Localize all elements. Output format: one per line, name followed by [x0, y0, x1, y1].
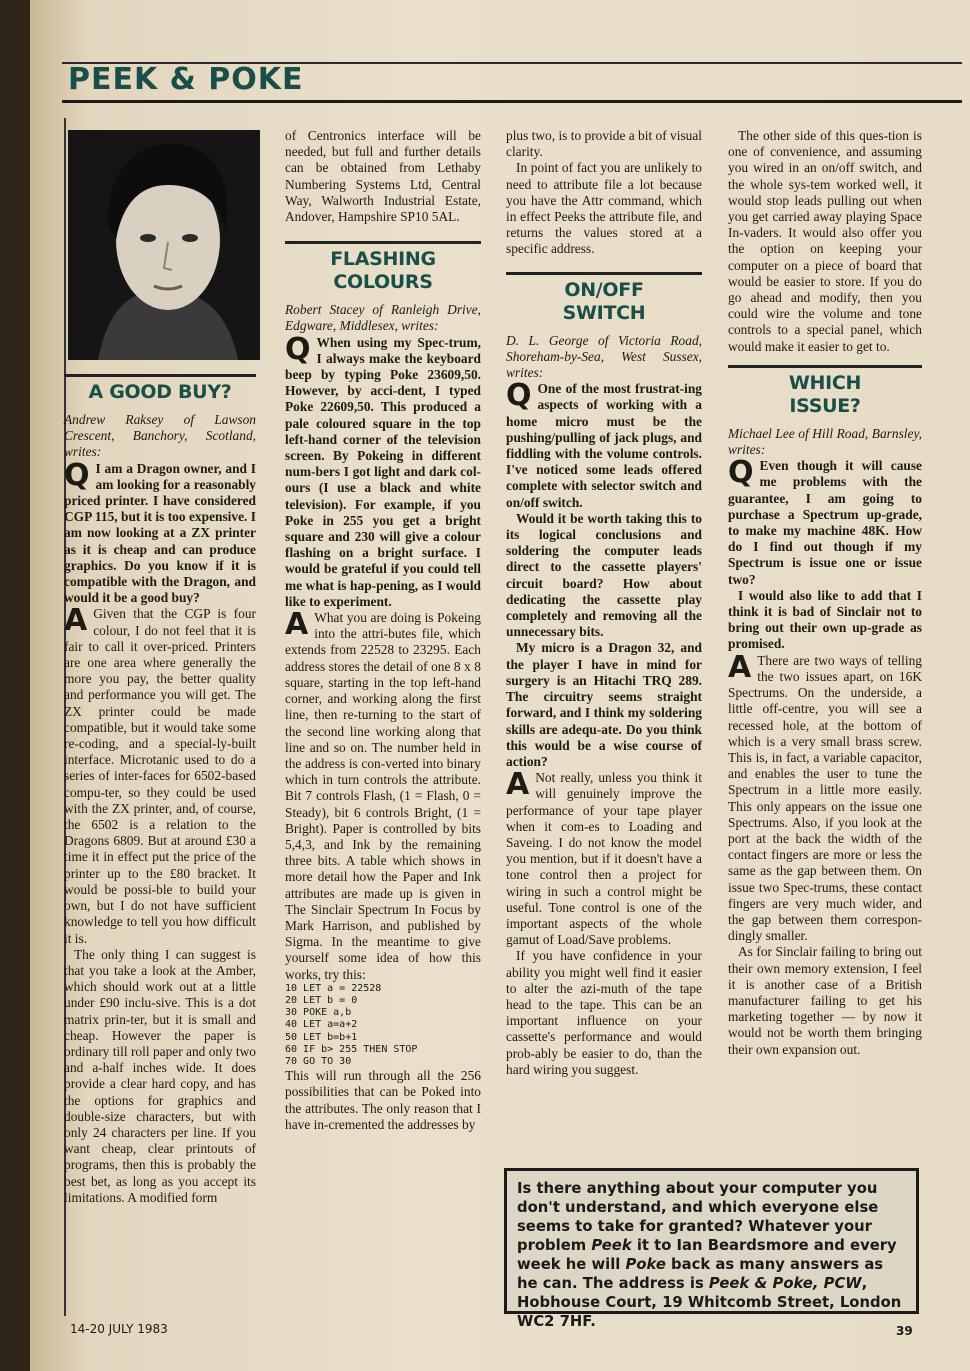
question-text: When using my Spec-trum, I always make the keyboard beep by typing Poke 23609,50. However, by acci-dent, I typed Poke 22609,50. This produced a pale coloured square in the top left-hand corner of the television screen. By Pokeing in different num-bers I got light and dark col-ours (I use a black and white television). For example, if you Poke in 255 you get a bright square and 230 will give a colour flashing on a bright surface. I would be grateful if you could tell me what is hap-pening, as I would like to experiment. — [285, 334, 481, 609]
answer-text: plus two, is to provide a bit of visual clarity. — [506, 128, 703, 160]
question-text: One of the most frustrat-ing aspects of working with a home micro must be the pushing/pulling of jack plugs, and fiddling with the volume controls. I've noticed some leads offered complete with selector switch and on/off switch. — [506, 381, 702, 510]
answer-text: The only thing I can suggest is that you take a look at the Amber, which should work out at a little under £90 inclu-sive. This is a dot matrix prin-ter, but it is small and cheap. However the paper is ordinary till roll paper and only two and a-half inches wide. It does provide a clear hard copy, and has the options for graphics and double-size characters, but with only 24 characters per line. If you want cheap, clear printouts of programs, then this is probably the best bet, as long as you accept its limitations. A modified form — [64, 946, 256, 1205]
q-mark: Q — [728, 455, 754, 491]
basic-listing — [285, 983, 481, 1068]
code-line: 70 GO TO 30 — [285, 1055, 352, 1067]
code-line: 30 POKE a,b — [285, 1007, 352, 1019]
a-mark: A — [506, 767, 530, 803]
page-number: 39 — [896, 1324, 913, 1338]
headline-line: COLOURS — [333, 271, 433, 294]
answer-text: As for Sinclair failing to bring out their own memory extension, I feel it is another case of a British manufacturer failing to get his marketing together — by now it would not be worth them bringing their own expansion out. — [728, 944, 922, 1057]
callout-text: back as many answers as he can. The address is — [517, 1256, 884, 1292]
answer-text: There are two ways of telling the two issues apart, on 16K Spectrums. On the underside, a little off-centre, you will see a recessed hole, at the bottom of which is a very small brass screw. This is, in fact, a variable capacitor, and enables the user to tune the Spectrum in a little more easily. This only appears on the issue one Spectrums. Also, if you look at the port at the back the width of the contact fingers are more or less the same as the gap between them. On issue two Spec-trums, these contact fingers are very much wider, and the gap between them correspon-dingly smaller. — [728, 652, 922, 944]
headline-line: ISSUE? — [789, 394, 861, 417]
q-mark: Q — [64, 457, 90, 493]
column-1 — [64, 370, 256, 1206]
magazine-page — [30, 0, 970, 1371]
code-line: 60 IF b> 255 THEN STOP — [285, 1043, 418, 1055]
answer-text: This will run through all the 256 possibilities that can be Poked into the attributes. The only reason that I have in-cremented the addresses by — [285, 1068, 481, 1132]
q-mark: Q — [506, 378, 532, 414]
header-rule-bottom — [62, 100, 962, 103]
headline-flashing-colours — [285, 241, 481, 294]
answer-text: In point of fact you are unlikely to need to attribute file a lot because you have the Attr command, which in effect Peeks the attribute file, and returns the values stored at a specific address. — [506, 160, 702, 257]
headline-line: FLASHING — [330, 248, 436, 271]
a-mark: A — [285, 607, 309, 643]
question-text: I would also like to add that I think it is bad of Sinclair not to bring out their own up-grade as promised. — [728, 587, 922, 652]
headline-line: WHICH — [788, 371, 862, 394]
byline-stacey: Robert Stacey of Ranleigh Drive, Edgware, Middlesex, writes: — [285, 302, 481, 334]
question-text: My micro is a Dragon 32, and the player I have in mind for surgery is an Hitachi TRQ 289. The circuitry seems straight forward, and I think my soldering skills are adequ-ate. Do you think this would be a wise course of action? — [506, 640, 702, 769]
byline-raksey: Andrew Raksey of Lawson Crescent, Banchory, Scotland, writes: — [64, 412, 256, 460]
answer-text: Not really, unless you think it will genuinely improve the performance of your tape player when it com-es to Loading and Saveing. I do not know the model you mention, but if it doesn't have a tone control then a project for wiring in such a control might be useful. Tone control is one of the important aspects of the whole gamut of Load/Save problems. — [506, 770, 702, 948]
answer-text: If you have confidence in your ability you might well find it easier to alter the azi-muth of the tape head to the tape. This can be an important influence on your cassette's performance and would prob-ably be easier to do, than the hard wiring you suggest. — [506, 948, 702, 1077]
byline-lee: Michael Lee of Hill Road, Barnsley, writes: — [728, 425, 922, 458]
answer-text: The other side of this ques-tion is one of convenience, and assuming you wired in an on/off switch, and the whole sys-tem worked well, it would stop leads pulling out when you get carried away playing Space In-vaders. It would also offer you the option on keeping your computer on a piece of board that would be easier to store. If you do go ahead and modify, then you could wire the volume and tone controls to a special panel, which would make it easier to get to. — [728, 128, 922, 354]
headline-which-issue — [728, 365, 922, 418]
byline-george: D. L. George of Victoria Road, Shoreham-by-Sea, West Sussex, writes: — [506, 332, 702, 381]
headline-a-good-buy: A GOOD BUY? — [64, 374, 256, 404]
column-2 — [285, 128, 481, 1133]
headline-on-off-switch — [506, 272, 702, 325]
answer-text: of Centronics interface will be needed, but full and further details can be obtained from Lethaby Numbering Systems Ltd, Central Way, Walworth Industrial Estate, Andover, Hampshire SP10 5AL. — [285, 128, 481, 225]
a-mark: A — [64, 603, 88, 639]
footer-date: 14-20 JULY 1983 — [70, 1322, 168, 1336]
code-line: 50 LET b=b+1 — [285, 1031, 358, 1043]
section-title: PEEK & POKE — [68, 62, 304, 97]
code-line: 40 LET a=a+2 — [285, 1019, 358, 1031]
author-photo — [68, 130, 260, 360]
code-line: 10 LET a = 22528 — [285, 982, 382, 994]
column-3 — [506, 128, 702, 1078]
callout-text: , Hobhouse Court, 19 Whitcomb Street, London WC2 7HF. — [517, 1275, 902, 1330]
code-line: 20 LET b = 0 — [285, 994, 358, 1006]
question-text: Even though it will cause me problems with the guarantee, I am going to purchase a Spectrum up-grade, to make my machine 48K. How do I find out though if my Spectrum is issue one or issue two? — [728, 458, 922, 587]
callout-address-name: Peek & Poke, PCW — [708, 1275, 862, 1292]
callout-text: it to Ian Beardsmore and every week he will — [517, 1237, 897, 1273]
a-mark: A — [728, 649, 752, 685]
answer-text: Given that the CGP is four colour, I do not feel that it is fair to call it over-priced. Printers are one area where generally the more you pay, the better quality and performance you will get. The ZX printer could be made compatible, but it would take some re-coding, and a special-ly-built interface. Microtanic used to do a series of inter-faces for 6502-based compu-ter, so they could be used with the ZX printer, and, of course, the 6502 is a relation to the Dragons 6809. But at around £30 a time it in effect put the price of the printer up to the £80 bracket. It would be possi-ble to build your own, but I do not have sufficient knowledge to tell you how difficult it is. — [64, 606, 256, 946]
headline-line: ON/OFF — [564, 278, 644, 301]
answer-text: What you are doing is Pokeing into the attri-butes file, which extends from 22528 to 23295. Each address stores the detail of one 8 x 8 square, starting in the top left-hand corner, and working along the first line, then re-turning to the start of the second line working along that line and so on. The number held in the address is con-verted into binary which in turn controls the attribute. Bit 7 controls Flash, (1 = Flash, 0 = Steady), bit 6 controls Bright, (1 = Bright). Paper is controlled by bits 5,4,3, and Ink by the remaining three bits. A table which shows in more detail how the Paper and Ink attributes are made up is given in The Sinclair Spectrum In Focus by Mark Harrison, and published by Sigma. In the meantime to give yourself some idea of how this works, try this: — [285, 610, 481, 982]
callout-poke: Poke — [625, 1256, 666, 1273]
callout-peek: Peek — [591, 1237, 632, 1254]
column-4 — [728, 128, 922, 1058]
reader-callout-box — [504, 1168, 919, 1330]
callout-text: Is there anything about your computer you don't understand, and which everyone else seems to take for granted? Whatever your problem — [517, 1180, 879, 1254]
headline-line: SWITCH — [562, 301, 646, 324]
question-text: Would it be worth taking this to its logical conclusions and soldering the computer leads direct to the cassette players' circuit board? How about dedicating the cassette play completely and removing all the unnecessary bits. — [506, 510, 702, 640]
q-mark: Q — [285, 331, 311, 367]
question-text: I am a Dragon owner, and I am looking for a reasonably priced printer. I have considered CGP 115, but it is too expensive. I am now looking at a ZX printer as it is cheap and can produce graphics. Do you know if it is compatible with the Dragon, and would it be a good buy? — [64, 460, 256, 606]
